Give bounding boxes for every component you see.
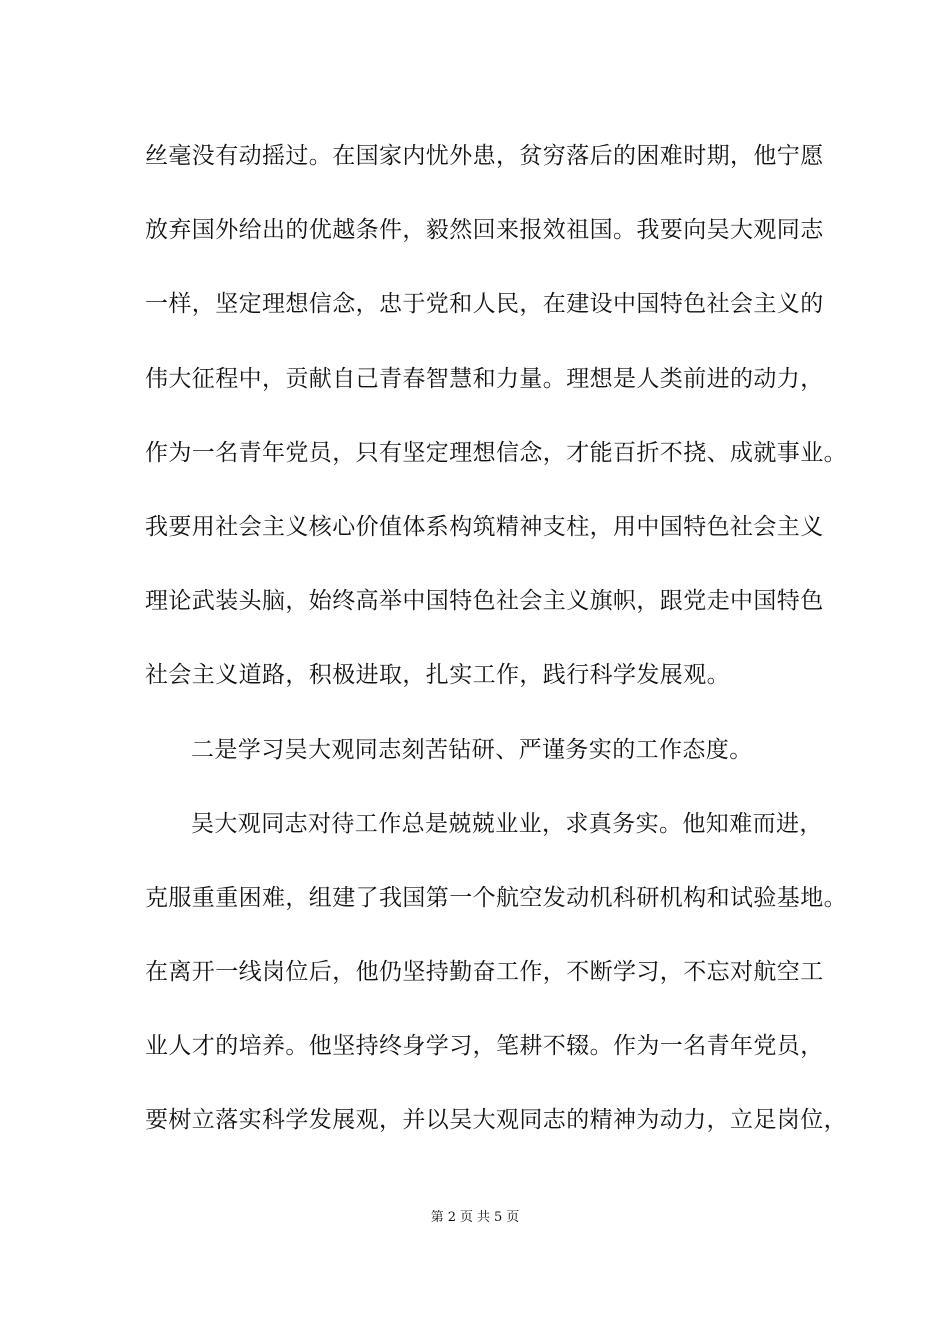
section-heading-line: 二是学习吴大观同志刻苦钻研、严谨务实的工作态度。	[191, 736, 753, 763]
text-line: 放弃国外给出的优越条件，毅然回来报效祖国。我要向吴大观同志	[145, 217, 824, 244]
text-line: 要树立落实科学发展观，并以吴大观同志的精神为动力，立足岗位，	[145, 1107, 847, 1134]
footer-total-pages: 5	[494, 1210, 503, 1225]
footer-page-number: 2	[447, 1210, 456, 1225]
text-line: 伟大征程中，贡献自己青春智慧和力量。理想是人类前进的动力，	[145, 365, 824, 392]
footer-page-prefix: 第	[430, 1210, 444, 1225]
text-line: 克服重重困难，组建了我国第一个航空发动机科研机构和试验基地。	[145, 884, 847, 911]
footer-page-unit: 页	[459, 1210, 473, 1225]
text-line: 我要用社会主义核心价值体系构筑精神支柱，用中国特色社会主义	[145, 513, 824, 540]
text-line: 社会主义道路，积极进取，扎实工作，践行科学发展观。	[145, 662, 730, 689]
footer-total-prefix: 共	[477, 1210, 491, 1225]
page-footer	[0, 1206, 950, 1225]
text-line: 作为一名青年党员，只有坚定理想信念，才能百折不挠、成就事业。	[145, 439, 847, 466]
document-body	[145, 136, 847, 1175]
footer-total-unit: 页	[506, 1210, 520, 1225]
text-line: 理论武装头脑，始终高举中国特色社会主义旗帜，跟党走中国特色	[145, 588, 824, 615]
paragraph-first-line: 吴大观同志对待工作总是兢兢业业，求真务实。他知难而进，	[191, 810, 823, 837]
text-line: 一样，坚定理想信念，忠于党和人民，在建设中国特色社会主义的	[145, 291, 824, 318]
text-line: 丝毫没有动摇过。在国家内忧外患，贫穷落后的困难时期，他宁愿	[145, 143, 824, 169]
text-line: 在离开一线岗位后，他仍坚持勤奋工作，不断学习，不忘对航空工	[145, 959, 824, 986]
text-line: 业人才的培养。他坚持终身学习，笔耕不辍。作为一名青年党员，	[145, 1033, 824, 1060]
